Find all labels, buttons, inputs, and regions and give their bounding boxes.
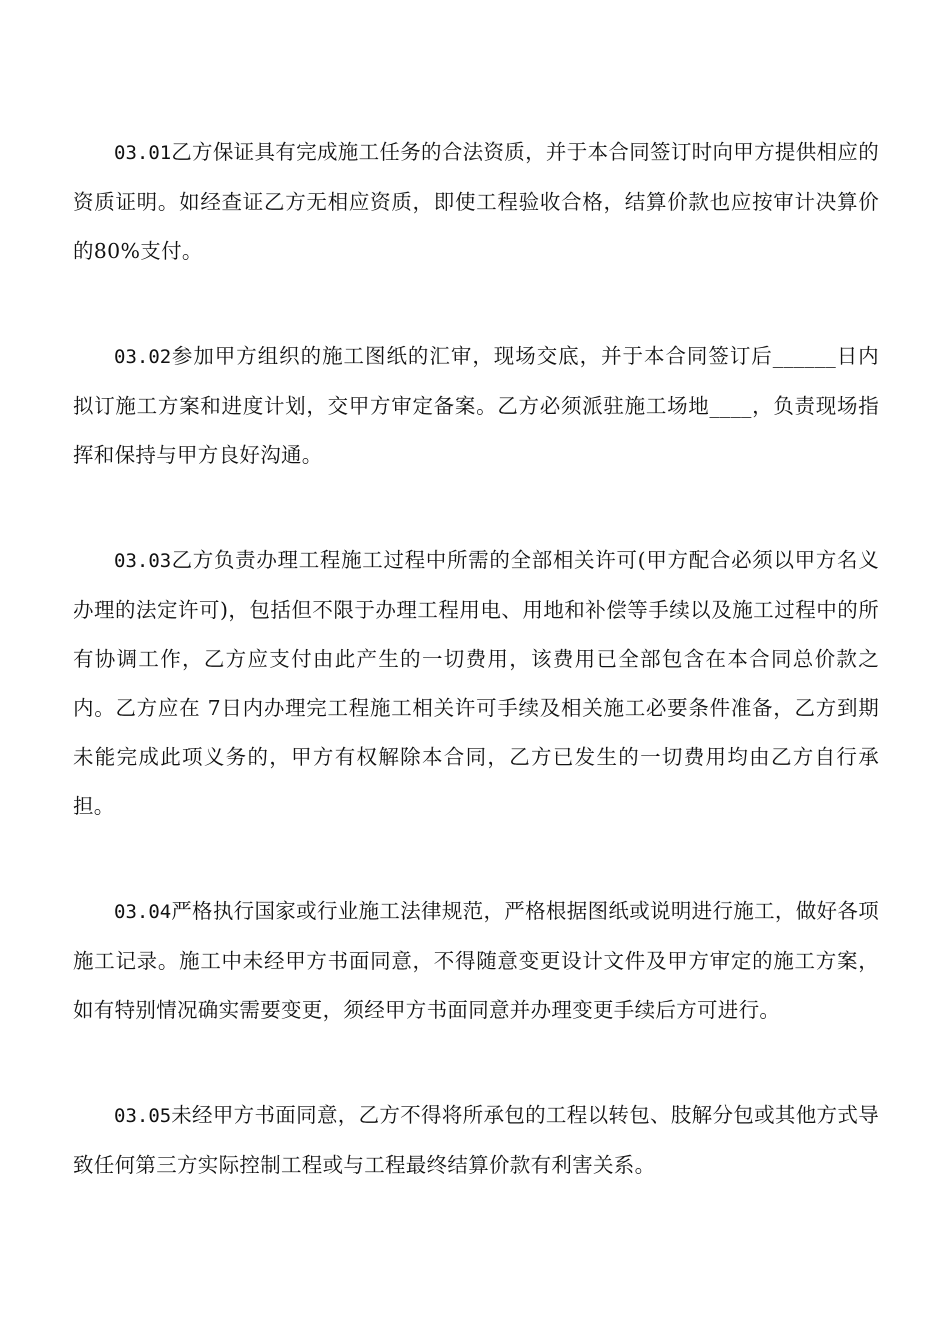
document-body	[73, 128, 879, 1246]
clause-03-02	[73, 332, 879, 480]
clause-number: 03.04	[114, 901, 172, 923]
clause-text: 乙方负责办理工程施工过程中所需的全部相关许可(甲方配合必须以甲方名义办理的法定许可)，包括但不限于办理工程用电、用地和补偿等手续以及施工过程中的所有协调工作，乙方应支付由此产生的一切费用，该费用已全部包含在本合同总价款之内。乙方应在 7日内办理完工程施工相关许可手续及相关施工必要条件准备，乙方到期未能完成此项义务的，甲方有权解除本合同，乙方已发生的一切费用均由乙方自行承担。	[73, 548, 879, 818]
clause-03-01	[73, 128, 879, 276]
clause-03-05	[73, 1091, 879, 1190]
clause-number: 03.05	[114, 1105, 172, 1127]
clause-text: 乙方保证具有完成施工任务的合法资质，并于本合同签订时向甲方提供相应的资质证明。如经查证乙方无相应资质，即使工程验收合格，结算价款也应按审计决算价的80%支付。	[73, 140, 879, 263]
clause-03-04	[73, 887, 879, 1035]
clause-text: 严格执行国家或行业施工法律规范，严格根据图纸或说明进行施工，做好各项施工记录。施工中未经甲方书面同意，不得随意变更设计文件及甲方审定的施工方案，如有特别情况确实需要变更，须经甲方书面同意并办理变更手续后方可进行。	[73, 899, 879, 1022]
clause-number: 03.02	[114, 346, 172, 368]
clause-text: 参加甲方组织的施工图纸的汇审，现场交底，并于本合同签订后______日内拟订施工方案和进度计划，交甲方审定备案。乙方必须派驻施工场地____，负责现场指挥和保持与甲方良好沟通。	[73, 344, 879, 467]
clause-03-03	[73, 536, 879, 831]
clause-text: 未经甲方书面同意，乙方不得将所承包的工程以转包、肢解分包或其他方式导致任何第三方实际控制工程或与工程最终结算价款有利害关系。	[73, 1103, 879, 1177]
clause-number: 03.01	[114, 142, 172, 164]
clause-number: 03.03	[114, 550, 172, 572]
